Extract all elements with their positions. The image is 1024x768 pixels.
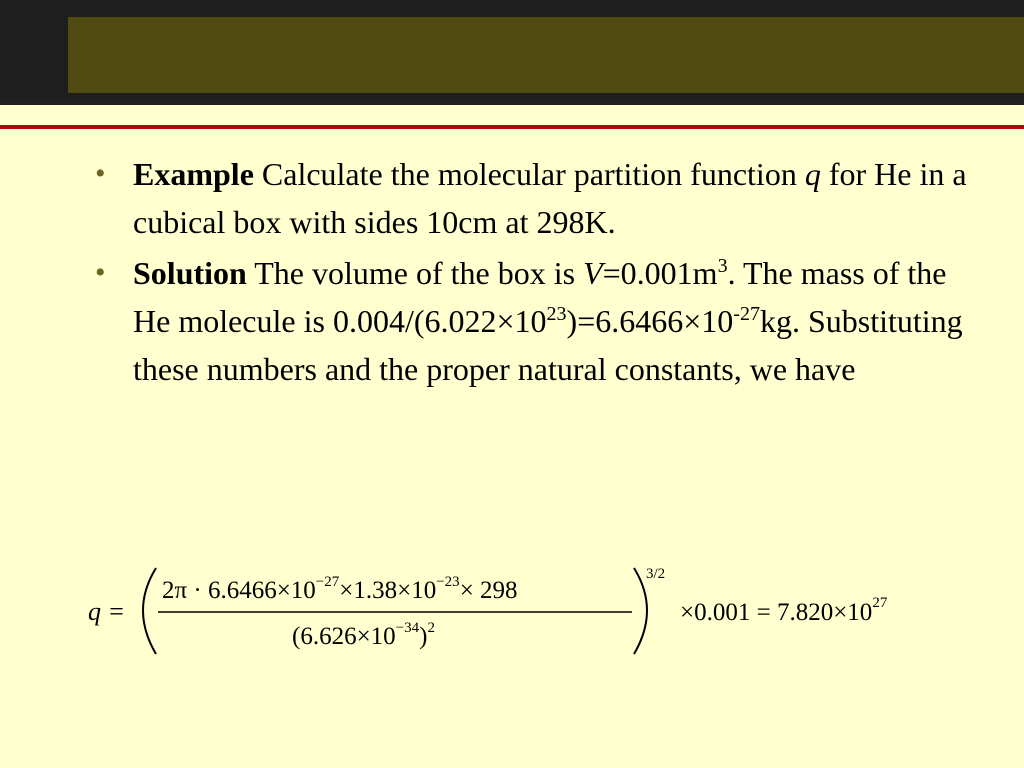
header-stripe [0,100,1024,105]
left-paren [143,568,156,654]
variable-q: q [804,156,821,192]
variable-v: V [583,255,603,291]
header-title-band [68,17,1024,93]
bullet-solution [95,249,975,393]
volume-value: =0.001m [602,255,718,291]
formula-numerator: $2\pi \cdot 6.6466\times 10^{-27}\times 1.38\times 10^{-23}\times 298$ [162,574,518,604]
solution-text-2: . The mass of the He molecule is 0.004/(6.022×10 [133,255,947,339]
mass-exponent: -27 [733,303,760,325]
formula-result: $\times 0.001 = 7.820\times 10^{27}$ [680,595,888,626]
formula-lhs: q = [88,597,126,626]
avogadro-exponent: 23 [546,303,567,325]
example-text-1: Calculate the molecular partition function [253,156,805,192]
example-label: Example [133,156,254,192]
solution-label: Solution [133,255,247,291]
solution-text-4: kg. Substituting these numbers and the proper natural constants, we have [133,303,963,387]
title-divider [0,125,1024,129]
bullet-list [95,150,975,396]
volume-exponent: 3 [717,255,728,277]
bullet-dot-icon: • [95,157,106,190]
example-text-2: for He in a cubical box with sides 10cm at 298K. [133,156,967,240]
solution-text-1: The volume of the box is [246,255,584,291]
solution-text-3: )=6.6466×10 [566,303,734,339]
formula-denominator: $(6.626\times 10^{-34})^2$ [292,620,435,650]
bullet-dot-icon: • [95,256,106,289]
partition-function-formula [84,560,964,670]
bullet-example [95,150,975,246]
formula-power: 3/2 [646,566,666,582]
